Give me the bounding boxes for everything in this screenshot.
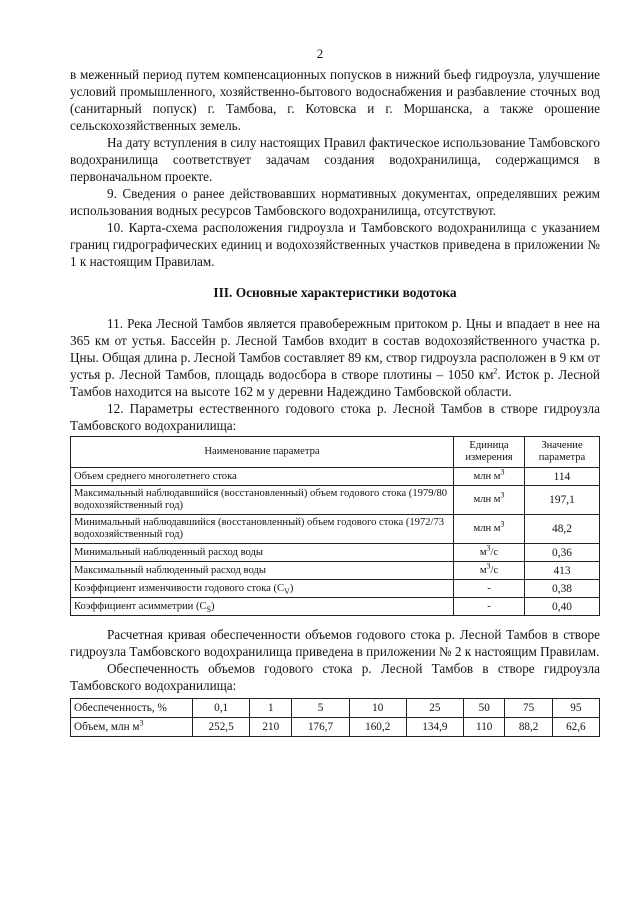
document-body (70, 66, 600, 737)
table-row: Объем, млн $м^3$ 252,5 210 176,7 160,2 134,9 110 88,2 62,6 (71, 718, 600, 737)
table-row: Максимальный наблюденный расход воды $м^3/с$ 413 (71, 562, 600, 580)
runoff-probability-table (70, 698, 600, 737)
paragraph-actual-use: На дату вступления в силу настоящих Правил фактическое использование Тамбовского водохранилища соответствует задачам создания водохранилища, содержащимся в первоначальном проекте. (70, 135, 600, 184)
paragraph-item-12: 12. Параметры естественного годового стока р. Лесной Тамбов в створе гидроузла Тамбовского водохранилища: (70, 401, 600, 433)
table-row: Минимальный наблюденный расход воды $м^3/с$ 0,36 (71, 544, 600, 562)
table-row: Коэффициент изменчивости годового стока $(C_V)$ - 0,38 (71, 580, 600, 598)
table-row: Максимальный наблюдавшийся (восстановленный) объем годового стока (1979/80 водохозяйственный год) млн $м^3$ 197,1 (71, 486, 600, 515)
probability-label: Обеспеченность, % (71, 699, 193, 718)
header-value: Значение параметра (525, 437, 600, 468)
header-parameter-name: Наименование параметра (71, 437, 454, 468)
volume-label: Объем, млн $м^3$ (71, 718, 193, 737)
runoff-parameters-table (70, 436, 600, 616)
table-row: Обеспеченность, % 0,1 1 5 10 25 50 75 95 (71, 699, 600, 718)
section-title: III. Основные характеристики водотока (213, 285, 457, 300)
table-row: Минимальный наблюдавшийся (восстановленный) объем годового стока (1972/73 водохозяйственный год) млн $м^3$ 48,2 (71, 515, 600, 544)
table-row: Объем среднего многолетнего стока млн $м^3$ 114 (71, 468, 600, 486)
header-unit: Единица измерения (454, 437, 525, 468)
paragraph-item-10: 10. Карта-схема расположения гидроузла и Тамбовского водохранилища с указанием границ гидрографических единиц и водохозяйственных участков приведена в приложении № 1 к настоящим Правилам. (70, 220, 600, 269)
table-row: Коэффициент асимметрии $(C_S)$ - 0,40 (71, 598, 600, 616)
page-number: 2 (316, 46, 324, 61)
paragraph-item-11: 11. Река Лесной Тамбов является правобережным притоком р. Цны и впадает в нее на 365 км от устья. Бассейн р. Лесной Тамбов входит в состав водохозяйственного участка р. Цны. Общая длина р. Лесной Тамбов составляет 89 км, створ гидроузла расположен в 9 км от устья р. Лесной Тамбов, площадь водосбора в створе плотины – 1050 $км^2$. Исток р. Лесной Тамбов находится на высоте 162 м у деревни Надеждино Тамбовской области. (70, 316, 600, 399)
paragraph-curve-reference: Расчетная кривая обеспеченности объемов годового стока р. Лесной Тамбов в створе гидроузла Тамбовского водохранилища приведена в приложении № 2 к настоящим Правилам. (70, 627, 600, 659)
paragraph-continuation: в меженный период путем компенсационных попусков в нижний бьеф гидроузла, улучшение условий промышленного, хозяйственно-бытового водоснабжения и разбавление сточных вод (санитарный попуск) г. Тамбова, г. Котовска и г. Моршанска, а также орошение сельскохозяйственных земель. (70, 67, 600, 133)
paragraph-probability-intro: Обеспеченность объемов годового стока р. Лесной Тамбов в створе гидроузла Тамбовского водохранилища: (70, 661, 600, 693)
paragraph-item-9: 9. Сведения о ранее действовавших нормативных документах, определявших режим использования водных ресурсов Тамбовского водохранилища, отсутствуют. (70, 186, 600, 218)
